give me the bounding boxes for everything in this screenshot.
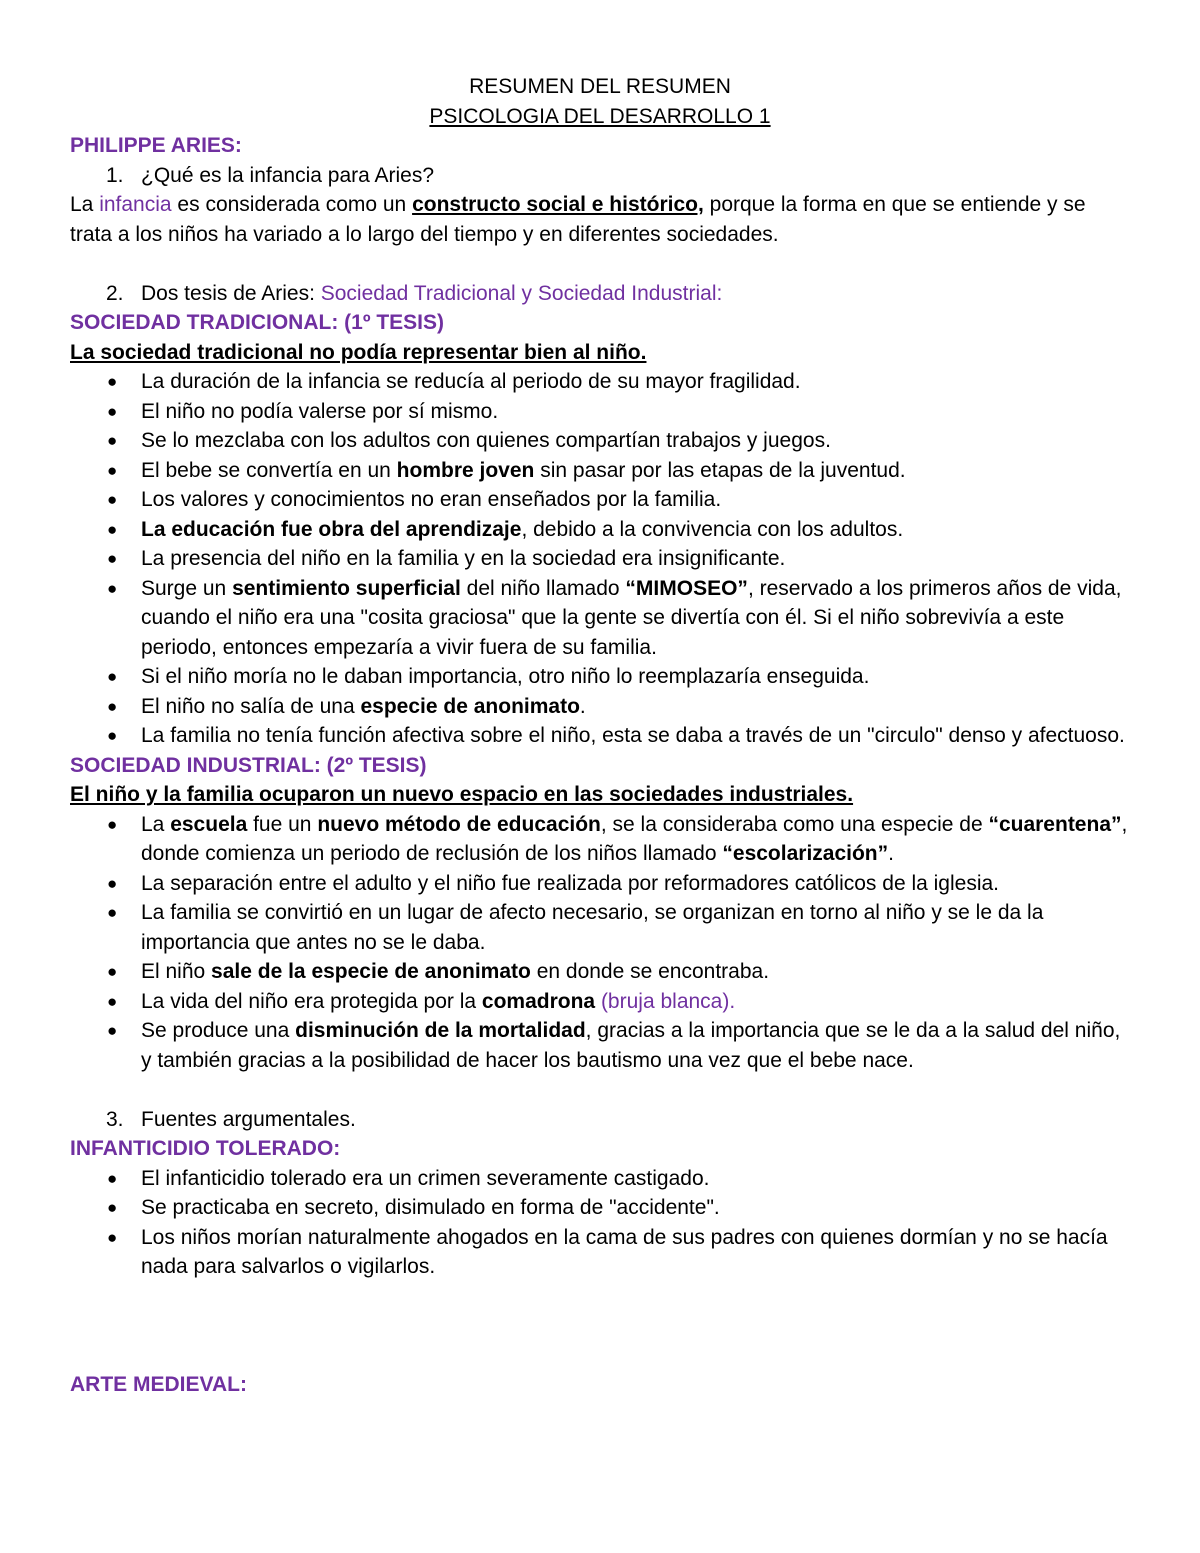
bold-text: sentimiento superficial (232, 576, 461, 600)
text-run: El niño (141, 960, 212, 983)
bold-text: escuela (170, 812, 248, 836)
text-run: Surge un (141, 576, 233, 600)
bullet-icon: ● (107, 431, 118, 450)
bold-text: sale de la especie de anonimato (211, 960, 531, 983)
item-text: Se lo mezclaba con los adultos con quienes compartían trabajos y juegos. (141, 429, 831, 452)
bold-text: hombre joven (396, 458, 535, 482)
highlight-text: (bruja blanca). (595, 989, 736, 1013)
list-item (70, 810, 1130, 869)
text-run: La (141, 812, 171, 836)
spacer (70, 249, 1130, 279)
bullet-icon: ● (107, 519, 118, 539)
list-item (70, 397, 1130, 427)
section-heading-tradicional: SOCIEDAD TRADICIONAL: (1º TESIS) (70, 311, 445, 334)
text-run: del niño llamado (460, 576, 626, 600)
list-item (70, 1193, 1130, 1223)
item-number: 3. (106, 1107, 124, 1131)
bold-text: “MIMOSEO” (625, 576, 748, 600)
bullet-list-infanticidio (70, 1164, 1130, 1282)
numbered-item-3 (70, 1105, 1130, 1135)
item-text: ¿Qué es la infancia para Aries? (141, 163, 434, 187)
document-title: RESUMEN DEL RESUMEN (469, 75, 731, 98)
item-text: Se practicaba en secreto, disimulado en forma de "accidente". (141, 1196, 720, 1219)
list-item (70, 1164, 1130, 1194)
bullet-icon: ● (107, 1227, 118, 1247)
item-text: El niño no podía valerse por sí mismo. (141, 399, 499, 423)
list-item (70, 898, 1130, 957)
bullet-icon: ● (107, 490, 118, 509)
bullet-icon: ● (107, 1021, 118, 1040)
bullet-icon: ● (107, 991, 118, 1011)
text-run: es considerada como un (171, 193, 413, 216)
list-item (70, 869, 1130, 899)
section-heading-aries: PHILIPPE ARIES: (70, 134, 242, 157)
thesis-industrial: El niño y la familia ocuparon un nuevo espacio en las sociedades industriales. (70, 783, 854, 806)
text-run: . (579, 694, 586, 718)
item-text: La duración de la infancia se reducía al periodo de su mayor fragilidad. (141, 370, 801, 393)
item-text: La separación entre el adulto y el niño fue realizada por reformadores católicos de la iglesia. (141, 871, 1000, 895)
text-run: El bebe se convertía en un (141, 458, 397, 482)
bullet-icon: ● (107, 696, 118, 716)
item-number: 1. (106, 163, 124, 187)
text-run: El niño no salía de una (141, 694, 361, 718)
highlight-text: infancia (99, 193, 172, 216)
bullet-icon: ● (107, 962, 118, 981)
numbered-item-1 (70, 161, 1130, 191)
bullet-icon: ● (107, 1198, 118, 1217)
bold-underline-text: constructo social e histórico, (412, 193, 704, 216)
list-item (70, 721, 1130, 751)
bullet-list-tradicional (70, 367, 1130, 751)
bullet-icon: ● (107, 460, 118, 480)
bullet-icon: ● (107, 578, 118, 598)
bullet-icon: ● (107, 726, 118, 745)
bold-text: “escolarización” (722, 842, 889, 865)
text-run: . (888, 842, 894, 865)
section-heading-arte: ARTE MEDIEVAL: (70, 1372, 247, 1396)
list-item (70, 692, 1130, 722)
bold-text: “cuarentena” (988, 812, 1122, 836)
list-item (70, 544, 1130, 574)
paragraph-infancia (70, 190, 1130, 249)
text-run: , donde comienza un periodo de reclusión de los niños llamado (141, 812, 1128, 865)
item-text: La presencia del niño en la familia y en la sociedad era insignificante. (141, 547, 786, 570)
bold-text: La educación fue obra del aprendizaje (141, 517, 522, 541)
bullet-icon: ● (107, 401, 118, 421)
text-run: , se la consideraba como una especie de (600, 812, 989, 836)
bold-text: comadrona (481, 989, 596, 1013)
bullet-icon: ● (107, 372, 118, 391)
text-run: La vida del niño era protegida por la (141, 989, 482, 1013)
list-item (70, 515, 1130, 545)
item-text: La familia no tenía función afectiva sobre el niño, esta se daba a través de un "circulo" denso y afectuoso. (141, 724, 1125, 747)
list-item (70, 1016, 1130, 1075)
bullet-icon: ● (107, 903, 118, 922)
text-run: La (70, 193, 100, 216)
bullet-list-industrial (70, 810, 1130, 1076)
text-run: Se produce una (141, 1019, 296, 1042)
list-item (70, 367, 1130, 397)
bullet-icon: ● (107, 667, 118, 686)
item-text: Dos tesis de Aries: (141, 281, 321, 305)
list-item (70, 662, 1130, 692)
list-item (70, 987, 1130, 1017)
bullet-icon: ● (107, 873, 118, 893)
text-run: , gracias a la importancia que se le da a la salud del niño, y también gracias a la posibilidad de hacer los bautismo una vez que el bebe nace. (141, 1019, 1121, 1072)
text-run: fue un (247, 812, 318, 836)
list-item (70, 485, 1130, 515)
numbered-item-2 (70, 279, 1130, 309)
list-item (70, 957, 1130, 987)
item-text: Los niños morían naturalmente ahogados en la cama de sus padres con quienes dormían y no se hacía nada para salvarlos o vigilarlos. (141, 1225, 1108, 1278)
spacer (70, 1075, 1130, 1105)
bold-text: especie de anonimato (360, 694, 580, 718)
spacer (70, 1282, 1130, 1370)
list-item (70, 1223, 1130, 1282)
item-number: 2. (106, 281, 124, 305)
bullet-icon: ● (107, 814, 118, 834)
thesis-tradicional: La sociedad tradicional no podía representar bien al niño. (70, 340, 647, 364)
bold-text: disminución de la mortalidad (295, 1019, 586, 1042)
text-run: en donde se encontraba. (530, 960, 770, 983)
text-run: , reservado a los primeros años de vida, cuando el niño era una "cosita graciosa" que la gente se divertía con él. Si el niño sobrevivía a este periodo, entonces empezaría a vivir fuera de su familia. (141, 576, 1122, 659)
bold-text: nuevo método de educación (317, 812, 601, 836)
list-item (70, 426, 1130, 456)
item-text: La familia se convirtió en un lugar de afecto necesario, se organizan en torno al niño y se le da la importancia que antes no se le daba. (141, 901, 1044, 954)
bullet-icon: ● (107, 549, 118, 568)
item-text: Si el niño moría no le daban importancia, otro niño lo reemplazaría enseguida. (141, 665, 870, 688)
text-run: , debido a la convivencia con los adultos. (521, 517, 904, 541)
highlight-text: Sociedad Tradicional y Sociedad Industrial: (320, 281, 723, 305)
text-run: sin pasar por las etapas de la juventud. (534, 458, 906, 482)
text-run: porque la forma en que se entiende y se trata a los niños ha variado a lo largo del tiempo y en diferentes sociedades. (70, 193, 1086, 246)
bullet-icon: ● (107, 1168, 118, 1188)
document-subtitle: PSICOLOGIA DEL DESARROLLO 1 (429, 104, 771, 128)
list-item (70, 456, 1130, 486)
item-text: El infanticidio tolerado era un crimen severamente castigado. (141, 1166, 710, 1190)
item-text: Los valores y conocimientos no eran enseñados por la familia. (141, 488, 722, 511)
list-item (70, 574, 1130, 663)
section-heading-industrial: SOCIEDAD INDUSTRIAL: (2º TESIS) (70, 753, 427, 777)
item-text: Fuentes argumentales. (141, 1107, 356, 1131)
section-heading-infanticidio: INFANTICIDIO TOLERADO: (70, 1137, 341, 1160)
